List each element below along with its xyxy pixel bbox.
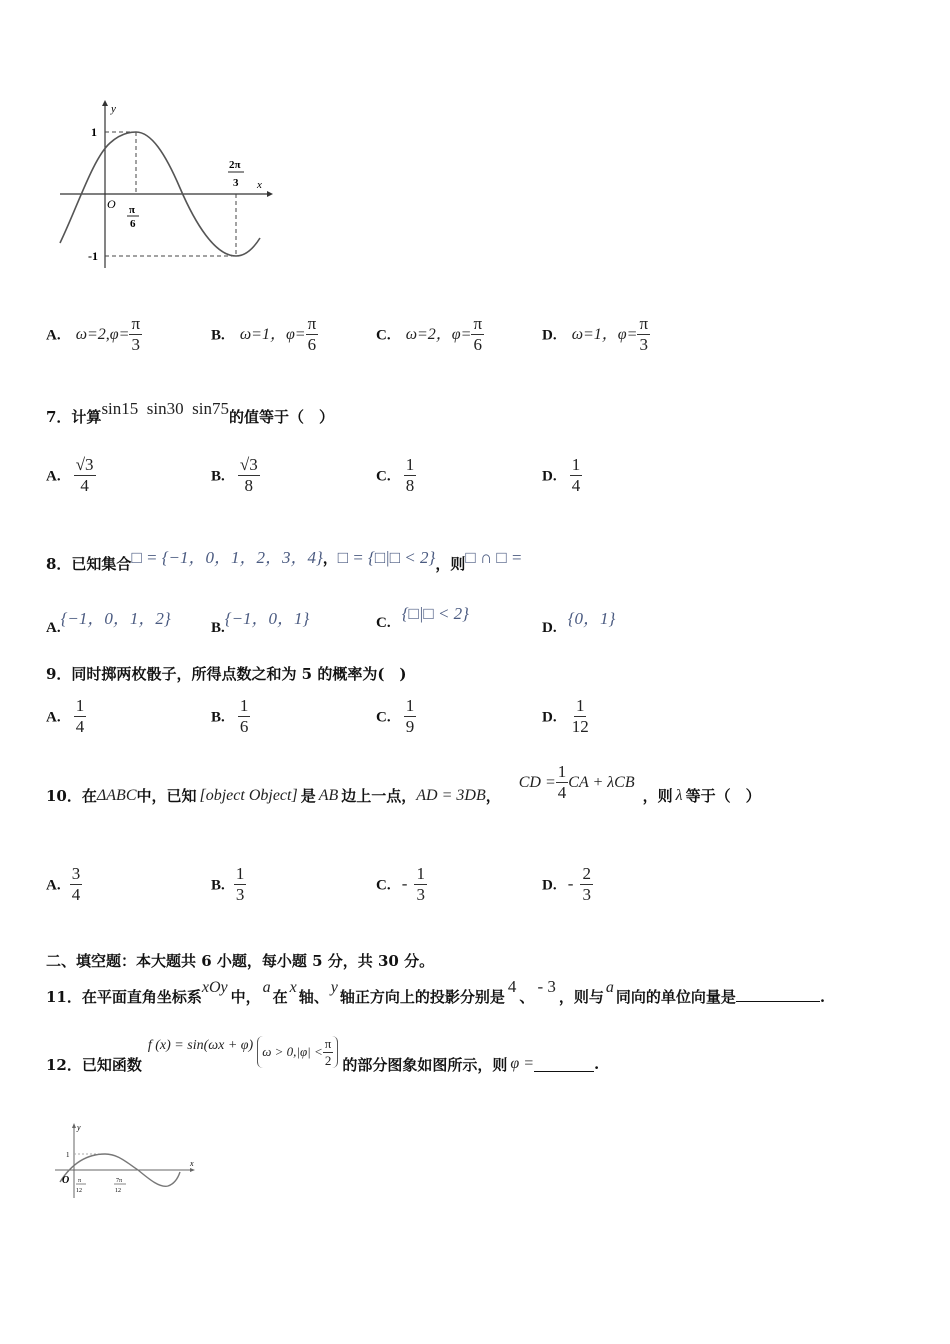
y-max-label: 1 bbox=[91, 125, 97, 139]
q8-set-a: □ = {−1，0，1，2，3，4} bbox=[131, 548, 323, 567]
option-label: C. bbox=[376, 468, 391, 485]
frac-num: 2 bbox=[580, 864, 593, 885]
q11-p4: 轴、 bbox=[298, 988, 329, 1006]
frac-num: √3 bbox=[74, 455, 96, 476]
frac-den: 6 bbox=[473, 335, 482, 355]
option-label: A. bbox=[46, 468, 61, 485]
q6-option-c[interactable] bbox=[376, 314, 484, 356]
option-label: C. bbox=[376, 877, 391, 894]
option-fraction bbox=[70, 864, 83, 906]
option-label: C. bbox=[376, 327, 391, 344]
q10-p7: 等于（ ） bbox=[685, 787, 761, 806]
option-label: D. bbox=[542, 327, 557, 344]
frac-den: 8 bbox=[405, 476, 415, 496]
frac-den: 12 bbox=[571, 717, 589, 737]
frac-den: 3 bbox=[416, 885, 425, 905]
q7-option-b[interactable] bbox=[211, 455, 260, 497]
frac-den: 6 bbox=[307, 335, 317, 355]
x-axis-label: x bbox=[190, 1159, 194, 1168]
q10-option-d[interactable] bbox=[542, 864, 593, 906]
tick1-den: 12 bbox=[76, 1188, 82, 1194]
q7-suffix: 的值等于（ ） bbox=[228, 408, 334, 426]
frac-num: 1 bbox=[404, 455, 417, 476]
frac-den: 3 bbox=[131, 335, 140, 355]
q11-y: y bbox=[330, 979, 338, 996]
q11-x: x bbox=[289, 979, 297, 996]
frac-den: 4 bbox=[571, 476, 581, 496]
frac-den: 9 bbox=[405, 717, 415, 737]
q11-answer-blank[interactable] bbox=[736, 987, 820, 1002]
frac-num: π bbox=[471, 314, 484, 335]
q12-p2: 的部分图象如图所示，则 bbox=[342, 1055, 508, 1074]
q10-p3: 是 bbox=[300, 787, 316, 806]
x-tick1-den: 6 bbox=[130, 218, 136, 230]
q6-option-b[interactable] bbox=[211, 314, 318, 356]
option-fraction bbox=[570, 455, 583, 497]
q9-option-c[interactable] bbox=[376, 696, 416, 738]
frac-num: 1 bbox=[414, 864, 427, 885]
q10-segment-ab: AB bbox=[318, 786, 339, 804]
frac-num: π bbox=[306, 314, 319, 335]
option-label: D. bbox=[542, 620, 557, 636]
q11-p1: 11．在平面直角坐标系 bbox=[46, 988, 202, 1006]
q8-result: □ ∩ □ = bbox=[465, 548, 523, 567]
q6-option-d[interactable] bbox=[542, 314, 650, 356]
frac-num: π bbox=[129, 314, 142, 335]
eq2-right: CA + λCB bbox=[568, 773, 635, 791]
q8-option-b[interactable] bbox=[211, 604, 310, 636]
option-label: B. bbox=[211, 709, 225, 726]
y-axis-arrow bbox=[72, 1123, 76, 1128]
option-label: A. bbox=[46, 877, 61, 894]
frac-num: 3 bbox=[70, 864, 83, 885]
q11-p6: 、 bbox=[519, 988, 535, 1006]
option-fraction bbox=[471, 314, 484, 356]
q7-option-d[interactable] bbox=[542, 455, 582, 497]
q7-option-c[interactable] bbox=[376, 455, 416, 497]
option-expr: ω=2,φ= bbox=[75, 326, 130, 344]
option-label: A. bbox=[46, 709, 61, 726]
frac-num: 1 bbox=[570, 455, 583, 476]
option-expr: ω=2，φ= bbox=[405, 326, 472, 344]
option-fraction bbox=[74, 455, 96, 497]
q11-a: a bbox=[262, 979, 271, 996]
q11-p8: 同向的单位向量是 bbox=[615, 988, 736, 1006]
option-fraction bbox=[234, 864, 247, 906]
q12-stem bbox=[46, 1036, 600, 1074]
frac-num: 1 bbox=[238, 696, 251, 717]
q11-p2: 中， bbox=[230, 988, 261, 1006]
cond-fraction bbox=[323, 1036, 334, 1068]
y-axis-arrow bbox=[102, 100, 108, 106]
tick2-den: 12 bbox=[115, 1188, 121, 1194]
q8-then: ，则 bbox=[435, 555, 466, 573]
q10-p1: 10．在 bbox=[46, 787, 97, 806]
q10-eq2 bbox=[519, 762, 635, 804]
frac-den: 2 bbox=[324, 1052, 332, 1068]
q12-func: f (x) = sin(ωx + φ) bbox=[147, 1038, 254, 1054]
option-label: D. bbox=[542, 709, 557, 726]
option-set: {−1，0，1} bbox=[224, 609, 310, 628]
q8-option-a[interactable] bbox=[46, 604, 171, 636]
q10-option-c[interactable] bbox=[376, 864, 427, 906]
frac-den: 8 bbox=[244, 476, 254, 496]
q8-sep: ， bbox=[322, 549, 338, 567]
option-sign: - bbox=[401, 874, 408, 894]
option-expr: ω=1，φ= bbox=[239, 326, 306, 344]
eq2-fraction bbox=[556, 762, 569, 804]
x-tick2-den: 3 bbox=[233, 177, 239, 189]
q7-stem bbox=[46, 398, 334, 426]
frac-num: 1 bbox=[234, 864, 247, 885]
option-label: D. bbox=[542, 877, 557, 894]
q12-phi: φ = bbox=[510, 1055, 535, 1073]
x-axis-arrow bbox=[267, 191, 273, 197]
q11-p5: 轴正方向上的投影分别是 bbox=[339, 988, 505, 1006]
option-fraction bbox=[238, 696, 251, 738]
x-tick2-num: 2π bbox=[229, 159, 241, 171]
q12-end: . bbox=[594, 1055, 600, 1074]
tick1-num: π bbox=[78, 1178, 82, 1184]
q12-answer-blank[interactable] bbox=[534, 1057, 594, 1072]
q11-v2: - 3 bbox=[537, 977, 556, 996]
option-label: B. bbox=[211, 468, 225, 485]
q8-prefix: 8．已知集合 bbox=[46, 555, 132, 573]
q10-option-b[interactable] bbox=[211, 864, 246, 906]
option-label: A. bbox=[46, 620, 61, 636]
y-axis-label: y bbox=[111, 103, 116, 115]
frac-den: 3 bbox=[639, 335, 648, 355]
q8-set-b: □ = {□|□ < 2} bbox=[337, 548, 436, 567]
q8-option-d[interactable] bbox=[542, 604, 616, 636]
frac-den: 3 bbox=[582, 885, 591, 905]
q12-p1: 12．已知函数 bbox=[46, 1055, 142, 1074]
q11-p7: ，则与 bbox=[558, 988, 604, 1006]
frac-den: 4 bbox=[80, 476, 89, 496]
option-sign: - bbox=[567, 874, 574, 894]
frac-den: 3 bbox=[235, 885, 245, 905]
frac-num: π bbox=[324, 1036, 332, 1051]
q12-condition bbox=[257, 1036, 338, 1068]
y-max-label: 1 bbox=[66, 1151, 70, 1159]
option-fraction bbox=[404, 696, 417, 738]
option-label: B. bbox=[211, 327, 225, 344]
q11-a2: a bbox=[605, 979, 614, 996]
option-set: {0，1} bbox=[567, 609, 616, 628]
frac-num: π bbox=[637, 314, 650, 335]
q9-option-a[interactable] bbox=[46, 696, 86, 738]
q10-lambda: λ bbox=[675, 786, 683, 804]
frac-num: 1 bbox=[74, 696, 87, 717]
origin-label: O bbox=[62, 1175, 70, 1186]
frac-den: 6 bbox=[239, 717, 249, 737]
q8-option-c[interactable] bbox=[376, 604, 469, 631]
q9-stem: 9．同时掷两枚骰子，所得点数之和为 5 的概率为( ) bbox=[46, 665, 407, 683]
q10-p5: ， bbox=[485, 787, 501, 806]
option-label: B. bbox=[211, 877, 225, 894]
option-set: {−1，0，1，2} bbox=[60, 609, 171, 628]
q11-p3: 在 bbox=[272, 988, 288, 1006]
q11-v1: 4 bbox=[507, 977, 517, 996]
option-fraction bbox=[414, 864, 427, 906]
q10-point-d: [object Object] bbox=[199, 786, 298, 804]
y-axis-label: y bbox=[77, 1123, 81, 1132]
q6-option-a[interactable] bbox=[46, 314, 142, 356]
frac-num: 1 bbox=[574, 696, 587, 717]
frac-num: 1 bbox=[404, 696, 417, 717]
q9-option-b[interactable] bbox=[211, 696, 250, 738]
x-axis-label: x bbox=[257, 179, 262, 191]
q10-p6: ，则 bbox=[642, 787, 673, 806]
section-2-heading: 二、填空题：本大题共 6 小题，每小题 5 分，共 30 分。 bbox=[46, 952, 435, 970]
q9-option-d[interactable] bbox=[542, 696, 591, 738]
option-label: B. bbox=[211, 620, 225, 636]
y-min-label: -1 bbox=[88, 249, 98, 263]
q10-p2: 中，已知 bbox=[136, 787, 197, 806]
option-label: A. bbox=[46, 327, 61, 344]
option-label: C. bbox=[376, 615, 391, 631]
q7-expr: sin15 sin30 sin75 bbox=[101, 399, 229, 418]
eq2-left: CD = bbox=[518, 773, 556, 791]
option-fraction bbox=[570, 696, 591, 738]
option-fraction bbox=[306, 314, 319, 356]
frac-num: √3 bbox=[238, 455, 260, 476]
q11-stem bbox=[46, 976, 826, 1006]
q11-xoy: xOy bbox=[201, 979, 228, 996]
option-fraction bbox=[404, 455, 417, 497]
option-label: D. bbox=[542, 468, 557, 485]
option-fraction bbox=[129, 314, 142, 356]
sine-graph-small bbox=[50, 1120, 202, 1202]
option-expr: ω=1，φ= bbox=[571, 326, 638, 344]
q7-prefix: 7．计算 bbox=[46, 408, 102, 426]
tick2-num: 7π bbox=[116, 1178, 123, 1184]
q10-stem bbox=[46, 762, 761, 817]
option-set: {□|□ < 2} bbox=[401, 604, 469, 623]
x-axis-arrow bbox=[190, 1168, 195, 1172]
option-fraction bbox=[637, 314, 650, 356]
option-fraction bbox=[238, 455, 260, 497]
q7-option-a[interactable] bbox=[46, 455, 96, 497]
q10-eq1: AD = 3DB bbox=[416, 786, 486, 804]
frac-den: 4 bbox=[71, 885, 81, 905]
cond-left: ω > 0,|φ| < bbox=[262, 1044, 323, 1060]
q11-end: . bbox=[819, 988, 826, 1006]
origin-label: O bbox=[107, 197, 116, 211]
q10-triangle: ΔABC bbox=[96, 786, 137, 804]
option-fraction bbox=[74, 696, 87, 738]
x-tick1-num: π bbox=[129, 204, 136, 216]
option-label: C. bbox=[376, 709, 391, 726]
frac-den: 4 bbox=[75, 717, 85, 737]
q10-option-a[interactable] bbox=[46, 864, 82, 906]
q8-stem bbox=[46, 543, 523, 573]
sine-graph-top bbox=[55, 98, 275, 273]
frac-den: 4 bbox=[557, 783, 567, 803]
option-fraction bbox=[580, 864, 593, 906]
q10-p4: 边上一点， bbox=[341, 787, 417, 806]
frac-num: 1 bbox=[556, 762, 569, 783]
